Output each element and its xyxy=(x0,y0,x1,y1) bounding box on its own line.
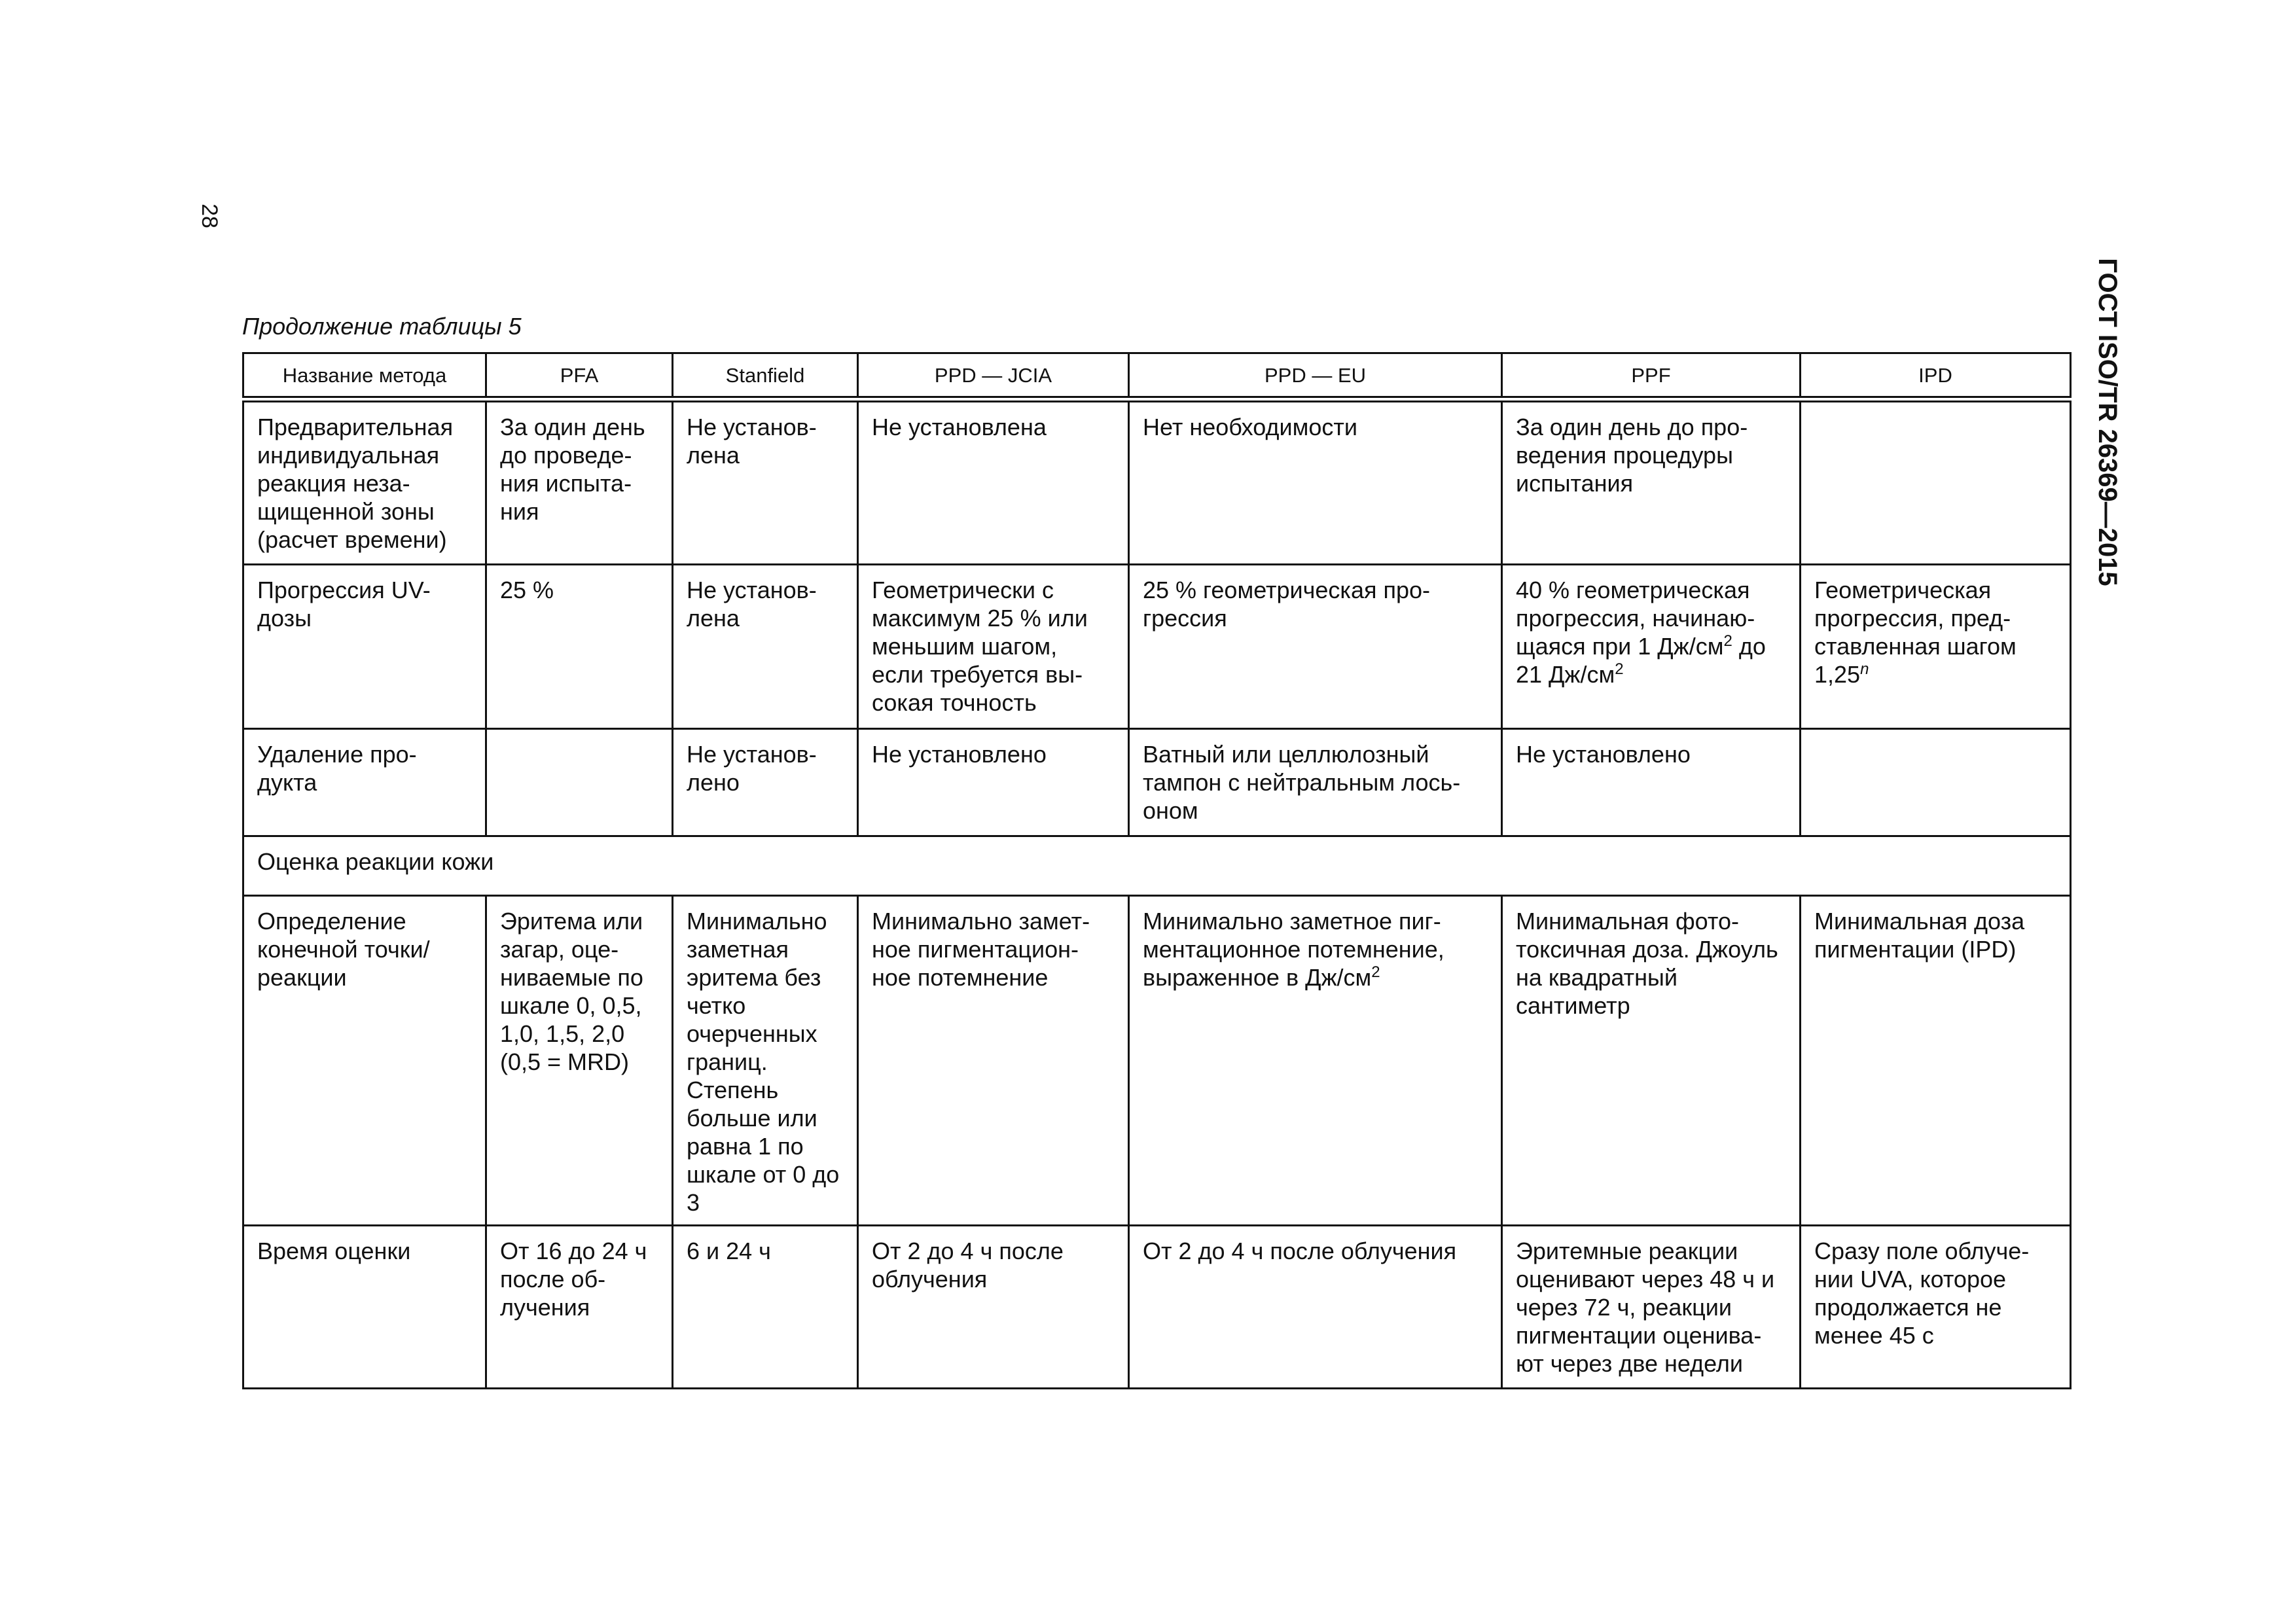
table-row xyxy=(243,729,2071,836)
table-cell xyxy=(1801,565,2071,729)
table-cell: Не установлена xyxy=(858,399,1129,565)
cell-text: Минимально заметное пиг-ментационное потемнение, выраженное в Дж/см xyxy=(1143,908,1444,991)
table-cell: Не установлено xyxy=(1502,729,1801,836)
row-label: Предварительная индивидуальная реакция неза-щищенной зоны (расчет времени) xyxy=(243,399,486,565)
table-cell: Не установ-лено xyxy=(673,729,858,836)
section-row xyxy=(243,836,2071,896)
document-id: ГОСТ ISO/TR 26369—2015 xyxy=(2093,258,2122,586)
table-cell xyxy=(1801,399,2071,565)
table-cell: Минимальная доза пигментации (IPD) xyxy=(1801,896,2071,1226)
table-cell: Нет необходимости xyxy=(1129,399,1502,565)
page-number: 28 xyxy=(197,204,222,228)
cell-text: Геометрическая прогрессия, пред-ставленная шагом 1,25 xyxy=(1814,577,2017,688)
cell-text: до 21 Дж/см xyxy=(1516,633,1766,688)
superscript: 2 xyxy=(1615,660,1624,678)
row-label: Определение конечной точки/ реакции xyxy=(243,896,486,1226)
header-ppd-eu: PPD — EU xyxy=(1129,353,1502,400)
table-cell: Эритема или загар, оце-ниваемые по шкале 0, 0,5, 1,0, 1,5, 2,0 (0,5 = MRD) xyxy=(486,896,673,1226)
header-row xyxy=(243,353,2071,400)
table-cell: Не установ-лена xyxy=(673,565,858,729)
table-cell xyxy=(1801,729,2071,836)
table-cell: Минимальная фото-токсичная доза. Джоуль на квадратный сантиметр xyxy=(1502,896,1801,1226)
table-cell: Сразу поле облуче-нии UVA, которое продолжается не менее 45 с xyxy=(1801,1226,2071,1389)
table-cell xyxy=(1129,896,1502,1226)
cell-text: 40 % геометрическая прогрессия, начинаю-щаяся при 1 Дж/см xyxy=(1516,577,1755,660)
table-cell: Не установ-лена xyxy=(673,399,858,565)
superscript: 2 xyxy=(1723,632,1732,650)
table-cell: 25 % геометрическая про-грессия xyxy=(1129,565,1502,729)
table-cell: 25 % xyxy=(486,565,673,729)
superscript: n xyxy=(1860,660,1869,678)
row-label: Время оценки xyxy=(243,1226,486,1389)
header-method-name: Название метода xyxy=(243,353,486,400)
table-cell: От 2 до 4 ч после облучения xyxy=(1129,1226,1502,1389)
row-label: Удаление про-дукта xyxy=(243,729,486,836)
table-cell: От 16 до 24 ч после об-лучения xyxy=(486,1226,673,1389)
table-caption: Продолжение таблицы 5 xyxy=(242,313,522,340)
table-cell: От 2 до 4 ч после облучения xyxy=(858,1226,1129,1389)
section-heading: Оценка реакции кожи xyxy=(243,836,2071,896)
header-ppd-jcia: PPD — JCIA xyxy=(858,353,1129,400)
header-pfa: PFA xyxy=(486,353,673,400)
superscript: 2 xyxy=(1371,963,1380,981)
table-cell: 6 и 24 ч xyxy=(673,1226,858,1389)
table-cell: Геометрически с максимум 25 % или меньшим шагом, если требуется вы-сокая точность xyxy=(858,565,1129,729)
table-row xyxy=(243,565,2071,729)
table-row xyxy=(243,399,2071,565)
table-cell: Не установлено xyxy=(858,729,1129,836)
header-ipd: IPD xyxy=(1801,353,2071,400)
methods-table xyxy=(242,352,2072,1389)
table-cell: За один день до проведе-ния испыта-ния xyxy=(486,399,673,565)
table-cell xyxy=(486,729,673,836)
table-cell: Минимально заметная эритема без четко очерченных границ. Степень больше или равна 1 по шкале от 0 до 3 xyxy=(673,896,858,1226)
table-cell: Минимально замет-ное пигментацион-ное потемнение xyxy=(858,896,1129,1226)
table-cell: Ватный или целлюлозный тампон с нейтральным лось-оном xyxy=(1129,729,1502,836)
row-label: Прогрессия UV-дозы xyxy=(243,565,486,729)
table-row xyxy=(243,896,2071,1226)
table-cell: Эритемные реакции оценивают через 48 ч и через 72 ч, реакции пигментации оценива-ют через две недели xyxy=(1502,1226,1801,1389)
table-cell xyxy=(1502,565,1801,729)
header-stanfield: Stanfield xyxy=(673,353,858,400)
header-ppf: PPF xyxy=(1502,353,1801,400)
table-cell: За один день до про-ведения процедуры испытания xyxy=(1502,399,1801,565)
table-row xyxy=(243,1226,2071,1389)
